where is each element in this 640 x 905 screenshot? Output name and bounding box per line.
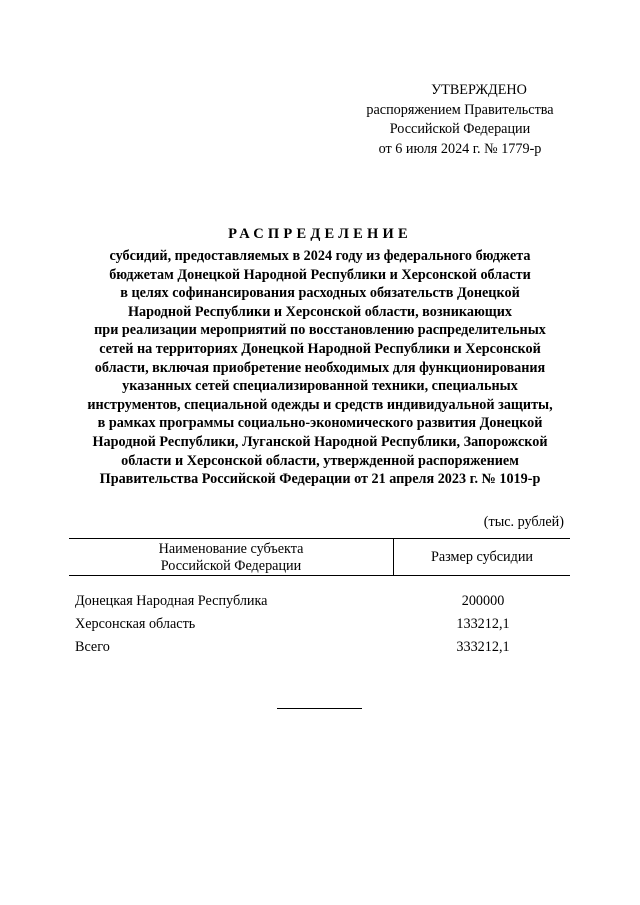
subtitle-line: Правительства Российской Федерации от 21 апреля 2023 г. № 1019-р [99,471,541,488]
subtitle-line: области и Херсонской области, утвержденной распоряжением [121,452,519,469]
units-label: (тыс. рублей) [483,514,564,530]
subtitle-line: субсидий, предоставляемых в 2024 году из федерального бюджета [109,248,531,264]
row-value: 133212,1 [456,616,510,632]
subtitle-line: бюджетам Донецкой Народной Республики и Херсонской области [109,266,531,283]
approval-heading: УТВЕРЖДЕНО [431,82,527,98]
subtitle-line: инструментов, специальной одежды и средств индивидуальной защиты, [87,396,553,413]
approval-line-2: распоряжением Правительства [366,101,554,118]
table-row-total [75,638,570,661]
table-row [75,615,570,638]
subtitle-line: сетей на территориях Донецкой Народной Республики и Херсонской [99,340,541,357]
subtitle-line: Народной Республики и Херсонской области, возникающих [127,303,513,320]
approval-line-3: Российской Федерации [389,121,531,137]
header-subject-line-1: Наименование субъекта [158,541,304,557]
approval-line-4: от 6 июля 2024 г. № 1779-р [378,140,542,157]
header-subject-name [69,539,394,575]
subtitle-line: области, включая приобретение необходимых для функционирования [94,359,546,376]
document-title: РАСПРЕДЕЛЕНИЕ [228,226,412,242]
row-name: Херсонская область [75,616,196,632]
end-divider [277,708,362,709]
approval-block [330,81,590,159]
header-subsidy-size: Размер субсидии [430,548,534,565]
table-body [75,592,570,661]
subtitle-line: в рамках программы социально-экономического развития Донецкой [97,415,543,432]
subtitle-line: указанных сетей специализированной техники, специальных [122,378,518,395]
row-name: Всего [75,639,110,655]
table-row [75,592,570,615]
row-name: Донецкая Народная Республика [75,593,268,609]
document-subtitle [62,247,578,489]
row-value: 200000 [461,593,505,609]
row-value: 333212,1 [456,639,510,655]
subtitle-line: в целях софинансирования расходных обязательств Донецкой [120,285,520,302]
subtitle-line: Народной Республики, Луганской Народной Республики, Запорожской [92,433,548,450]
subtitle-line: при реализации мероприятий по восстановлению распределительных [94,322,546,339]
table-header [69,538,570,576]
header-subject-line-2: Российской Федерации [160,557,302,574]
